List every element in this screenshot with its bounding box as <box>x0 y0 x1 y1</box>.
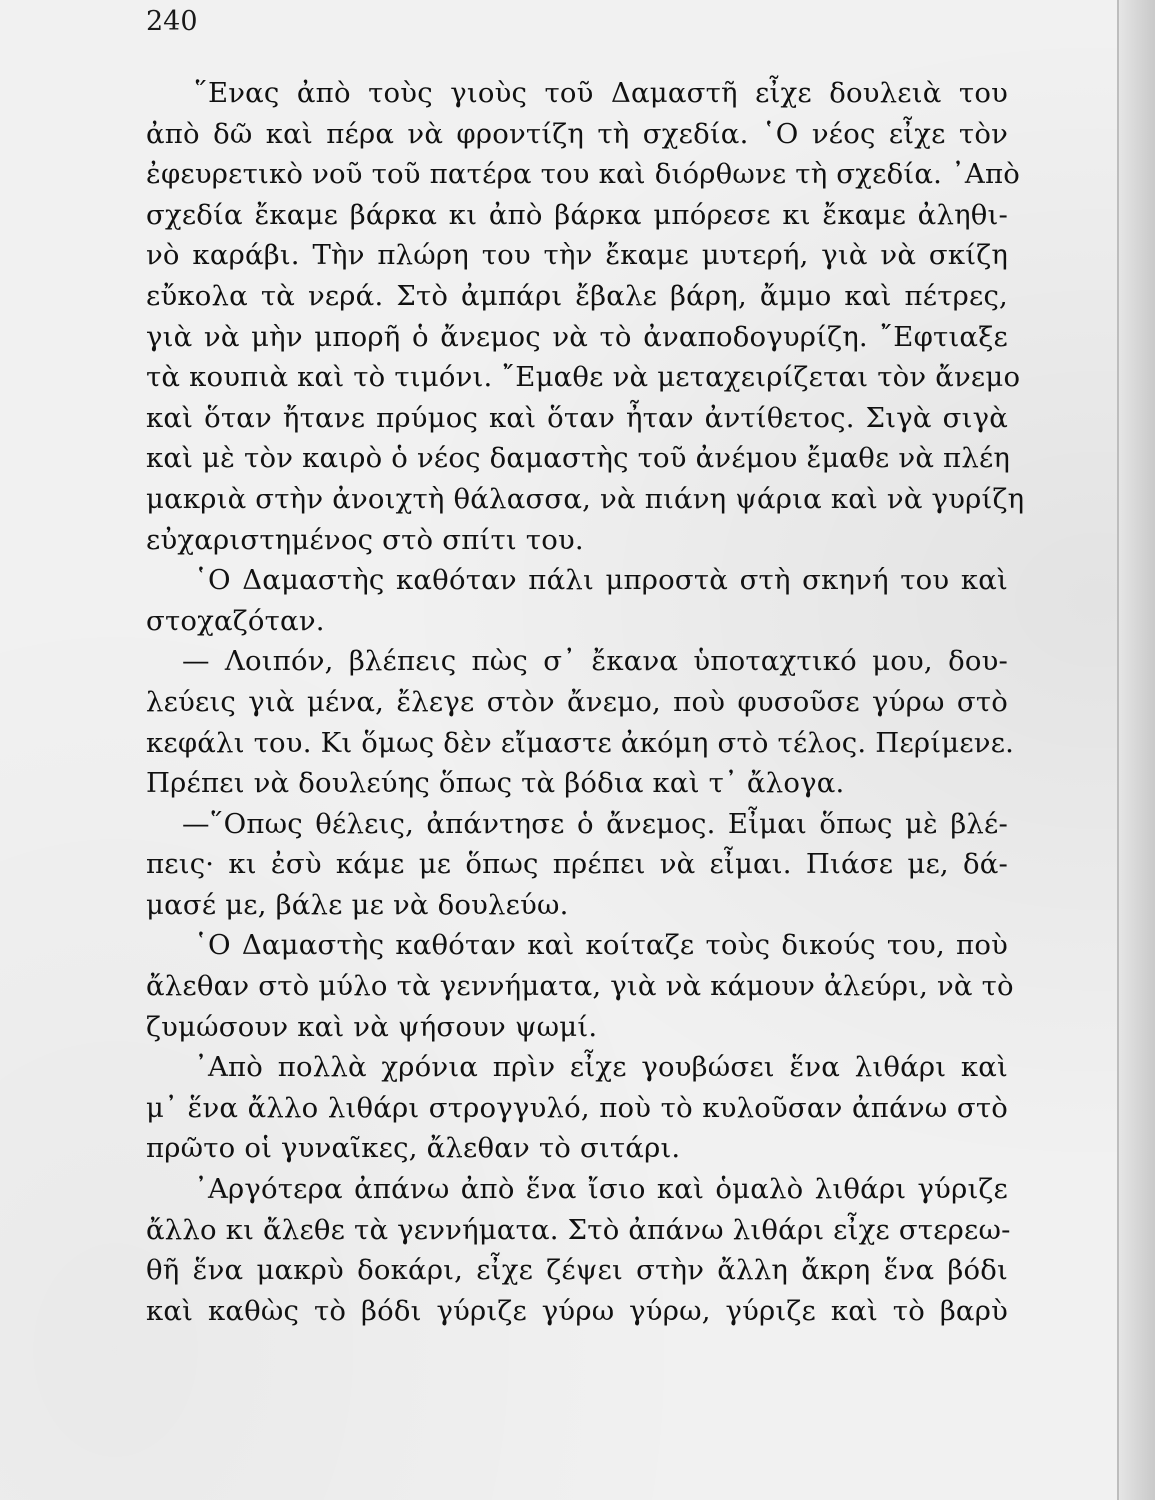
text-line: ἄλεθαν στὸ μύλο τὰ γεννήματα, γιὰ νὰ κάμουν ἀλεύρι, νὰ τὸ <box>146 970 1014 1003</box>
text-line: μακριὰ στὴν ἀνοιχτὴ θάλασσα, νὰ πιάνη ψάρια καὶ νὰ γυρίζη <box>146 482 1025 515</box>
text-line: σχεδία ἔκαμε βάρκα κι ἀπὸ βάρκα μπόρεσε κι ἔκαμε ἀληθι- <box>146 198 1008 231</box>
text-line: ῾Ο Δαμαστὴς καθόταν καὶ κοίταζε τοὺς δικούς του, ποὺ <box>194 929 1008 962</box>
text-line: στοχαζόταν. <box>146 604 325 637</box>
text-line: ἄλλο κι ἄλεθε τὰ γεννήματα. Στὸ ἀπάνω λιθάρι εἶχε στερεω- <box>146 1213 1011 1246</box>
text-line: κεφάλι του. Κι ὅμως δὲν εἴμαστε ἀκόμη στὸ τέλος. Περίμενε. <box>146 726 1015 759</box>
text-line: ἀπὸ δῶ καὶ πέρα νὰ φροντίζη τὴ σχεδία. ῾Ο νέος εἶχε τὸν <box>146 117 1008 150</box>
page-edge-shadow <box>1117 0 1155 1500</box>
text-line: τὰ κουπιὰ καὶ τὸ τιμόνι. ῎Εμαθε νὰ μεταχειρίζεται τὸν ἄνεμο <box>146 361 1021 394</box>
text-line: καὶ καθὼς τὸ βόδι γύριζε γύρω γύρω, γύριζε καὶ τὸ βαρὺ <box>146 1294 1008 1327</box>
page-number: 240 <box>146 6 198 37</box>
text-line: ῾Ο Δαμαστὴς καθόταν πάλι μπροστὰ στὴ σκηνή του καὶ <box>194 564 1008 597</box>
body-text <box>146 73 1025 1331</box>
text-line: Πρέπει νὰ δουλεύης ὅπως τὰ βόδια καὶ τ᾿ ἄλογα. <box>146 767 845 800</box>
text-line: λεύεις γιὰ μένα, ἔλεγε στὸν ἄνεμο, ποὺ φυσοῦσε γύρω στὸ <box>146 685 1008 718</box>
text-line: μ᾿ ἕνα ἄλλο λιθάρι στρογγυλό, ποὺ τὸ κυλοῦσαν ἀπάνω στὸ <box>146 1091 1008 1124</box>
text-line: πεις· κι ἐσὺ κάμε με ὅπως πρέπει νὰ εἶμαι. Πιάσε με, δά- <box>146 848 1008 881</box>
text-line: ἐφευρετικὸ νοῦ τοῦ πατέρα του καὶ διόρθωνε τὴ σχεδία. ᾿Απὸ <box>146 158 1021 191</box>
text-line: — Λοιπόν, βλέπεις πὼς σ᾿ ἔκανα ὑποταχτικό μου, δου- <box>182 645 1008 678</box>
text-line: καὶ μὲ τὸν καιρὸ ὁ νέος δαμαστὴς τοῦ ἀνέμου ἔμαθε νὰ πλέη <box>146 442 1011 475</box>
text-line: καὶ ὅταν ἤτανε πρύμος καὶ ὅταν ἦταν ἀντίθετος. Σιγὰ σιγὰ <box>146 401 1008 434</box>
text-line: ᾿Αργότερα ἀπάνω ἀπὸ ἕνα ἴσιο καὶ ὁμαλὸ λιθάρι γύριζε <box>194 1173 1008 1206</box>
text-line: μασέ με, βάλε με νὰ δουλεύω. <box>146 888 569 921</box>
text-line: γιὰ νὰ μὴν μπορῆ ὁ ἄνεμος νὰ τὸ ἀναποδογυρίζη. ῎Εφτιαξε <box>146 320 1008 353</box>
text-line: —῞Οπως θέλεις, ἀπάντησε ὁ ἄνεμος. Εἶμαι ὅπως μὲ βλέ- <box>182 807 1008 840</box>
text-line: ᾿Απὸ πολλὰ χρόνια πρὶν εἶχε γουβώσει ἕνα λιθάρι καὶ <box>194 1051 1008 1084</box>
text-line: εὔκολα τὰ νερά. Στὸ ἀμπάρι ἔβαλε βάρη, ἄμμο καὶ πέτρες, <box>146 279 1008 312</box>
text-line: ζυμώσουν καὶ νὰ ψήσουν ψωμί. <box>146 1010 598 1043</box>
text-line: εὐχαριστημένος στὸ σπίτι του. <box>146 523 584 556</box>
text-line: ῞Ενας ἀπὸ τοὺς γιοὺς τοῦ Δαμαστῆ εἶχε δουλειὰ του <box>194 77 1008 109</box>
text-line: πρῶτο οἱ γυναῖκες, ἄλεθαν τὸ σιτάρι. <box>146 1132 681 1165</box>
text-line: νὸ καράβι. Τὴν πλώρη του τὴν ἔκαμε μυτερή, γιὰ νὰ σκίζη <box>146 239 1008 272</box>
text-line: θῆ ἕνα μακρὺ δοκάρι, εἶχε ζέψει στὴν ἄλλη ἄκρη ἕνα βόδι <box>146 1254 1008 1287</box>
